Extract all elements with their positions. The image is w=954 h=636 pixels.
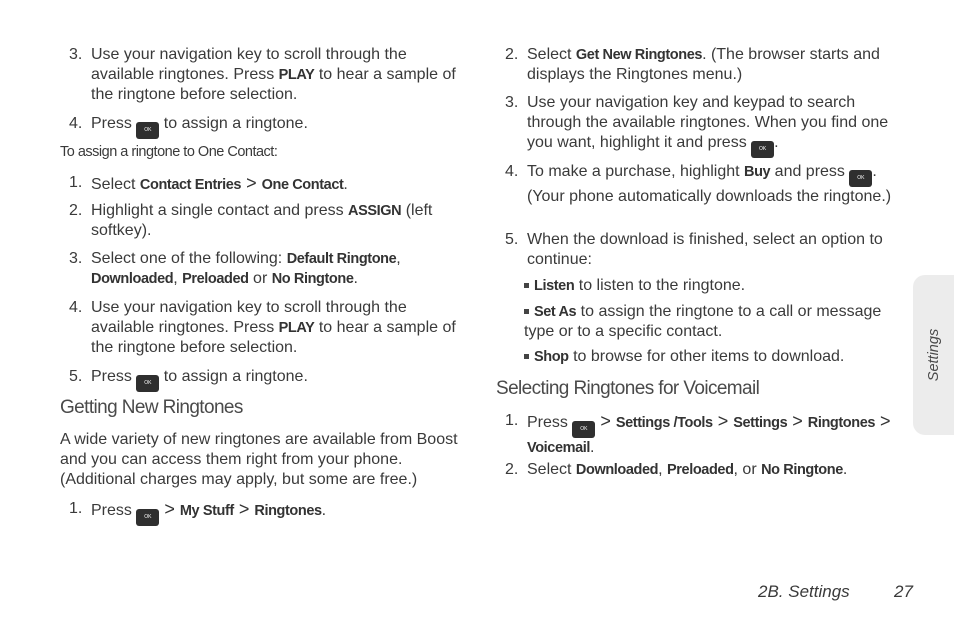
ui-label-buy: Buy bbox=[744, 164, 771, 180]
step-text: Press OK to assign a ringtone. bbox=[91, 114, 471, 139]
step-text: Use your navigation key and keypad to search through the available ringtones. When you find one you want, highlight it and press OK . bbox=[527, 93, 907, 158]
ok-key-icon: OK bbox=[136, 122, 159, 139]
heading-voicemail-ringtones: Selecting Ringtones for Voicemail bbox=[496, 378, 760, 399]
section-side-tab bbox=[913, 275, 954, 435]
bullet-square-icon bbox=[524, 283, 529, 288]
ui-label-assign: ASSIGN bbox=[348, 203, 402, 219]
step-text: Use your navigation key to scroll through the available ringtones. Press PLAY to hear a sample of the ringtone before selection. bbox=[91, 299, 456, 356]
arrow-separator: > bbox=[241, 173, 262, 193]
step-text: Highlight a single contact and press ASSIGN (left softkey). bbox=[91, 202, 433, 239]
step-text: Select Get New Ringtones. (The browser starts and displays the Ringtones menu.) bbox=[527, 46, 880, 83]
arrow-separator: > bbox=[875, 411, 891, 431]
bullet-square-icon bbox=[524, 309, 529, 314]
bullet-listen: Listen to listen to the ringtone. bbox=[524, 276, 904, 296]
step-text: Select Contact Entries > One Contact. bbox=[91, 173, 348, 193]
step-number: 5. bbox=[69, 368, 83, 385]
step-text: To make a purchase, highlight Buy and press OK . (Your phone automatically downloads the ringtone.) bbox=[527, 163, 892, 205]
ui-label-downloaded: Downloaded bbox=[575, 462, 659, 478]
step-text: Use your navigation key to scroll through the available ringtones. Press PLAY to hear a sample of the ringtone before selection. bbox=[91, 46, 456, 103]
ui-label-ringtones: Ringtones bbox=[807, 415, 876, 431]
ok-key-icon: OK bbox=[751, 141, 774, 158]
step-number: 3. bbox=[69, 46, 83, 63]
ui-label-preloaded: Preloaded bbox=[182, 271, 249, 287]
ui-label-one-contact: One Contact bbox=[261, 177, 344, 193]
arrow-separator: > bbox=[233, 499, 255, 519]
sublabel-one-contact: To assign a ringtone to One Contact: bbox=[60, 144, 278, 160]
step-number: 3. bbox=[505, 94, 519, 111]
arrow-separator: > bbox=[787, 411, 808, 431]
bullet-set-as: Set As to assign the ringtone to a call or message type or to a specific contact. bbox=[524, 303, 882, 340]
step-text: Select Downloaded, Preloaded, or No Ringtone. bbox=[527, 461, 848, 478]
step-text: Press OK > Settings /Tools > Settings > Ringtones > Voicemail. bbox=[527, 411, 891, 456]
ui-label-voicemail: Voicemail bbox=[527, 440, 591, 456]
ui-label-preloaded: Preloaded bbox=[667, 462, 734, 478]
ui-label-my-stuff: My Stuff bbox=[179, 503, 234, 519]
step-text: Press OK to assign a ringtone. bbox=[91, 367, 471, 392]
ok-key-icon: OK bbox=[136, 375, 159, 392]
step-number: 1. bbox=[69, 174, 83, 191]
page-number: 27 bbox=[894, 582, 913, 601]
ui-label-shop: Shop bbox=[534, 349, 569, 365]
ui-label-listen: Listen bbox=[534, 278, 575, 294]
heading-getting-new-ringtones: Getting New Ringtones bbox=[60, 397, 243, 418]
step-number: 5. bbox=[505, 231, 519, 248]
step-number: 4. bbox=[505, 163, 519, 180]
step-number: 3. bbox=[69, 250, 83, 267]
arrow-separator: > bbox=[595, 411, 616, 431]
intro-paragraph: A wide variety of new ringtones are available from Boost and you can access them right from your phone. (Additional charges may apply, but some are free.) bbox=[60, 431, 458, 488]
step-number: 2. bbox=[505, 461, 519, 478]
ui-label-set-as: Set As bbox=[534, 304, 577, 320]
bullet-square-icon bbox=[524, 354, 529, 359]
step-number: 2. bbox=[505, 46, 519, 63]
ui-label-no-ringtone: No Ringtone bbox=[271, 271, 354, 287]
ui-label-downloaded: Downloaded bbox=[91, 271, 174, 287]
side-tab-label: Settings bbox=[925, 328, 942, 382]
ui-label-settings: Settings bbox=[733, 415, 788, 431]
ui-label-default-ringtone: Default Ringtone bbox=[286, 251, 397, 267]
ui-label-play: PLAY bbox=[278, 320, 315, 336]
ui-label-contact-entries: Contact Entries bbox=[139, 177, 242, 193]
arrow-separator: > bbox=[712, 411, 734, 431]
arrow-separator: > bbox=[159, 499, 180, 519]
ui-label-play: PLAY bbox=[278, 67, 315, 83]
ui-label-settings-tools: Settings /Tools bbox=[615, 415, 713, 431]
ok-key-icon: OK bbox=[849, 170, 872, 187]
step-number: 1. bbox=[69, 500, 83, 517]
step-text: When the download is finished, select an option to continue: bbox=[527, 231, 883, 268]
step-text: Select one of the following: Default Ringtone, Downloaded, Preloaded or No Ringtone. bbox=[91, 250, 401, 287]
ui-label-no-ringtone: No Ringtone bbox=[761, 462, 843, 478]
step-number: 4. bbox=[69, 115, 83, 132]
bullet-shop: Shop to browse for other items to download. bbox=[524, 347, 904, 367]
step-text: Press OK > My Stuff > Ringtones. bbox=[91, 499, 471, 526]
ok-key-icon: OK bbox=[572, 421, 595, 438]
ok-key-icon: OK bbox=[136, 509, 159, 526]
ui-label-get-new-ringtones: Get New Ringtones bbox=[575, 47, 703, 63]
step-number: 1. bbox=[505, 412, 519, 429]
ui-label-ringtones: Ringtones bbox=[254, 503, 322, 519]
step-number: 4. bbox=[69, 299, 83, 316]
step-number: 2. bbox=[69, 202, 83, 219]
footer-section-title: 2B. Settings bbox=[758, 582, 850, 601]
